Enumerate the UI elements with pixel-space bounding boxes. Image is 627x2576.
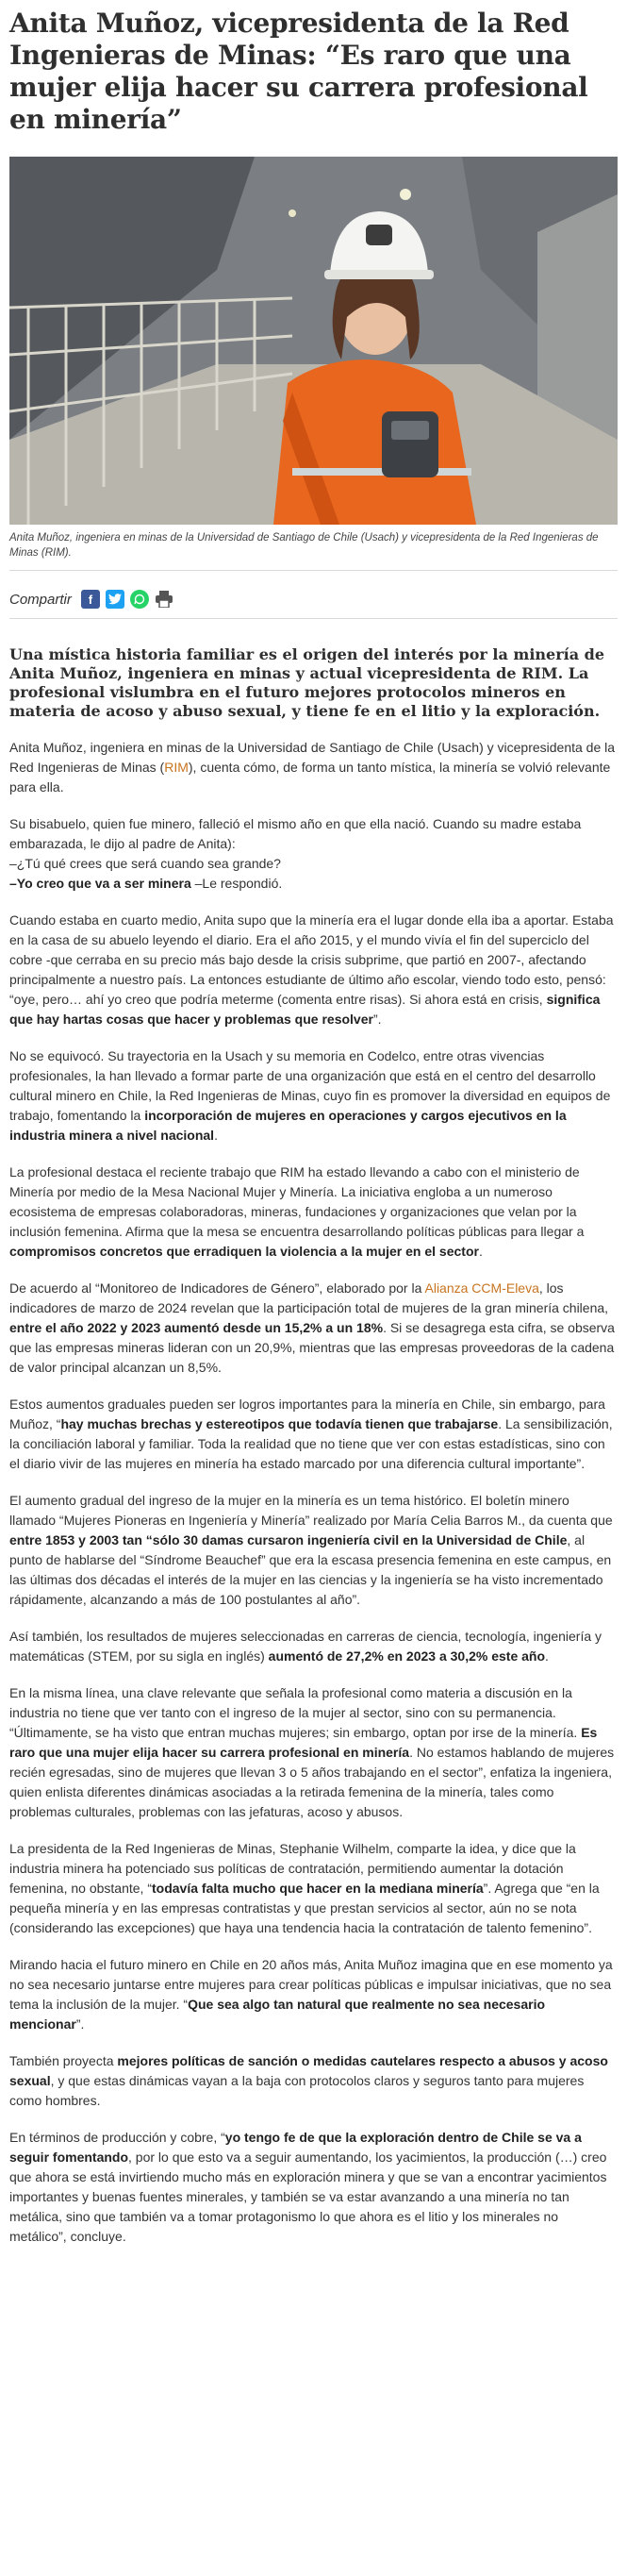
- text: ”. Agrega que “en la pequeña minería y en las empresas contratistas y que prestan servicios al sector, aún no se nota (considerando las excepciones) que haya una tendencia hacia la contratación de talento femenino”.: [9, 1881, 600, 1935]
- text-bold: aumentó de 27,2% en 2023 a 30,2% este año: [268, 1648, 546, 1664]
- text-bold: Que sea algo tan natural que realmente no sea necesario mencionar: [9, 1997, 546, 2032]
- text: –Le respondió.: [190, 876, 283, 891]
- text: No se equivocó. Su trayectoria en la Usach y su memoria en Codelco, entre otras vivencias profesionales, la han llevado a formar parte de una organización que está en el centro del desarrollo cultural minero en Chile, la Red Ingenieras de Minas, cuyo fin es promover la diversidad en equipos de trabajo, fomentando la: [9, 1048, 611, 1123]
- paragraph-8: [9, 1491, 618, 1610]
- paragraph-13: [9, 2051, 618, 2111]
- text-bold: mejores políticas de sanción o medidas cautelares respecto a abusos y acoso sexual: [9, 2053, 608, 2088]
- paragraph-7: [9, 1395, 618, 1474]
- share-bar: [9, 590, 618, 619]
- text: ), cuenta cómo, de forma un tanto mística, la minería se volvió relevante para ella.: [9, 760, 611, 795]
- text: En la misma línea, una clave relevante que señala la profesional como materia a discusión en la industria no tiene que ver tanto con el ingreso de la mujer al sector, sino con su permanencia. “Últimamente, se ha visto que entran muchas mujeres; sin embargo, optan por irse de la minería.: [9, 1685, 582, 1740]
- text-bold: entre 1853 y 2003 tan “sólo 30 damas cursaron ingeniería civil en la Universidad de Chile: [9, 1532, 568, 1547]
- paragraph-11: [9, 1839, 618, 1938]
- text: . La sensibilización, la conciliación laboral y familiar. Toda la realidad que no tiene que ver con estas estadísticas, sino con el diario vivir de las mujeres en minería ha estado marcado por una diferencia cultural importante”.: [9, 1416, 613, 1471]
- twitter-icon[interactable]: [106, 590, 124, 609]
- text: La presidenta de la Red Ingenieras de Minas, Stephanie Wilhelm, comparte la idea, y dice que la industria minera ha potenciado sus políticas de contratación, permitiendo aumentar la dotación femenina, no obstante, “: [9, 1841, 576, 1896]
- article: [9, 0, 618, 2247]
- text: .: [545, 1648, 549, 1664]
- article-lead: Una mística historia familiar es el origen del interés por la minería de Anita Muñoz, ingeniera en minas y actual vicepresidenta de RIM. La profesional vislumbra en el futuro mejores protocolos mineros en materia de acoso y abuso sexual, y tiene fe en el litio y la exploración.: [9, 645, 605, 720]
- text-bold: incorporación de mujeres en operaciones y cargos ejecutivos en la industria minera a nivel nacional: [9, 1108, 567, 1143]
- paragraph-14: [9, 2128, 618, 2247]
- text-bold: significa que hay hartas cosas que hacer y problemas que resolver: [9, 992, 601, 1027]
- dialogue-answer: [9, 874, 618, 894]
- text: El aumento gradual del ingreso de la mujer en la minería es un tema histórico. El boletín minero llamado “Mujeres Pioneras en Ingeniería y Minería” realizado por María Celia Barros M., da cuenta que: [9, 1493, 613, 1528]
- text-bold: Es raro que una mujer elija hacer su carrera profesional en minería: [9, 1725, 598, 1760]
- text-bold: –Yo creo que va a ser minera: [9, 876, 191, 891]
- text-bold: todavía falta mucho que hacer en la mediana minería: [152, 1881, 484, 1896]
- text: Estos aumentos graduales pueden ser logros importantes para la minería en Chile, sin embargo, para Muñoz, “: [9, 1397, 605, 1431]
- text: De acuerdo al “Monitoreo de Indicadores de Género”, elaborado por la: [9, 1280, 425, 1296]
- paragraph-10: [9, 1683, 618, 1822]
- text-bold: yo tengo fe de que la exploración dentro de Chile se va a seguir fomentando: [9, 2130, 582, 2165]
- text: . No estamos hablando de mujeres recién egresadas, sino de mujeres que llevan 3 o 5 años trabajando en el sector”, enfatiza la ingeniera, quien enlista diferentes dinámicas asociadas a la retirada femenina de la minería, tales como problemas culturales, problemas con las jefaturas, acoso y abusos.: [9, 1745, 615, 1819]
- paragraph-5: [9, 1163, 618, 1262]
- paragraph-4: [9, 1046, 618, 1146]
- article-title: Anita Muñoz, vicepresidenta de la Red Ingenieras de Minas: “Es raro que una mujer elija hacer su carrera profesional en minería”: [9, 8, 588, 135]
- text: . Si se desagrega esta cifra, se observa que las empresas mineras lideran con un 20,9%, mientras que las empresas proveedoras de la cadena de valor principal alcanzan un 8,5%.: [9, 1320, 615, 1375]
- paragraph-3: [9, 911, 618, 1029]
- text: Cuando estaba en cuarto medio, Anita supo que la minería era el lugar donde ella iba a aportar. Estaba en la casa de su abuelo leyendo el diario. Era el año 2015, y el mundo vivía el fin del superciclo del cobre -que cerraba en su precio más bajo desde la crisis subprime, que partió en 2007-, afectando principalmente a nuestro país. La entonces estudiante de último año escolar, viendo todo esto, pensó: “oye, pero… ahí yo creo que podría meterme (comenta entre risas). Si ahora está en crisis,: [9, 912, 614, 1007]
- text: ”.: [372, 1012, 382, 1027]
- text: , y que estas dinámicas vayan a la baja con protocolos claros y seguros tanto para mujeres como hombres.: [9, 2073, 585, 2108]
- whatsapp-icon[interactable]: [130, 590, 149, 609]
- text: .: [214, 1128, 218, 1143]
- mine-tunnel-illustration: [9, 157, 618, 525]
- rim-link[interactable]: RIM: [164, 760, 189, 775]
- text: , los indicadores de marzo de 2024 revelan que la participación total de mujeres de la gran minería chilena,: [9, 1280, 609, 1315]
- text: La profesional destaca el reciente trabajo que RIM ha estado llevando a cabo con el ministerio de Minería por medio de la Mesa Nacional Mujer y Minería. La iniciativa engloba a un numeroso ecosistema de empresas colaboradoras, mineras, fundaciones y organizaciones que velan por la inclusión femenina. Afirma que la mesa se encuentra desarrollando políticas públicas para llegar a: [9, 1164, 585, 1239]
- text: Así también, los resultados de mujeres seleccionadas en carreras de ciencia, tecnología, ingeniería y matemáticas (STEM, por su sigla en inglés): [9, 1629, 602, 1664]
- text: , al punto de hablarse del “Síndrome Beauchef” que era la escasa presencia femenina en este campus, en las últimas dos décadas el interés de la mujer en las ciencias y la ingeniería se ha visto incrementado rápidamente, alcanzando a más de 100 postulantes al año”.: [9, 1532, 612, 1607]
- print-icon[interactable]: [155, 590, 173, 609]
- text: En términos de producción y cobre, “: [9, 2130, 225, 2145]
- article-photo: [9, 157, 618, 525]
- text-bold: compromisos concretos que erradiquen la violencia a la mujer en el sector: [9, 1244, 479, 1259]
- paragraph-9: [9, 1627, 618, 1666]
- text-bold: entre el año 2022 y 2023 aumentó desde un 15,2% a un 18%: [9, 1320, 384, 1335]
- article-body: [9, 738, 618, 2247]
- text-bold: hay muchas brechas y estereotipos que todavía tienen que trabajarse: [60, 1416, 499, 1431]
- dialogue-question: –¿Tú qué crees que será cuando sea grande?: [9, 856, 281, 871]
- text: .: [478, 1244, 483, 1259]
- facebook-icon[interactable]: f: [81, 590, 100, 609]
- image-caption: Anita Muñoz, ingeniera en minas de la Universidad de Santiago de Chile (Usach) y vicepresidenta de la Red Ingenieras de Minas (RIM).: [9, 530, 618, 571]
- text: Mirando hacia el futuro minero en Chile en 20 años más, Anita Muñoz imagina que en ese momento ya no sea necesario juntarse entre mujeres para crear políticas públicas e impulsar iniciativas, que no sea tema la inclusión de la mujer. “: [9, 1957, 613, 2012]
- alianza-link[interactable]: Alianza CCM-Eleva: [424, 1280, 539, 1296]
- text: , por lo que esto va a seguir aumentando, los yacimientos, la producción (…) creo que ahora se está invirtiendo mucho más en exploración minera y que se van a encontrar yacimientos importantes y buenas fuentes minerales, y también se va estar avanzando a una minería no tan metálica, sino que también va a tomar protagonismo lo que ahora es el litio y los minerales no metálico”, concluye.: [9, 2149, 607, 2244]
- paragraph-6: [9, 1279, 618, 1378]
- paragraph-12: [9, 1955, 618, 2034]
- paragraph-2: Su bisabuelo, quien fue minero, falleció el mismo año en que ella nació. Cuando su madre estaba embarazada, le dijo al padre de Anita):: [9, 816, 582, 851]
- text: Anita Muñoz, ingeniera en minas de la Universidad de Santiago de Chile (Usach) y vicepresidenta de la Red Ingenieras de Minas (: [9, 740, 616, 775]
- text: También proyecta: [9, 2053, 118, 2068]
- text: ”.: [75, 2016, 85, 2032]
- share-label: Compartir: [9, 591, 72, 608]
- paragraph-1: [9, 738, 618, 797]
